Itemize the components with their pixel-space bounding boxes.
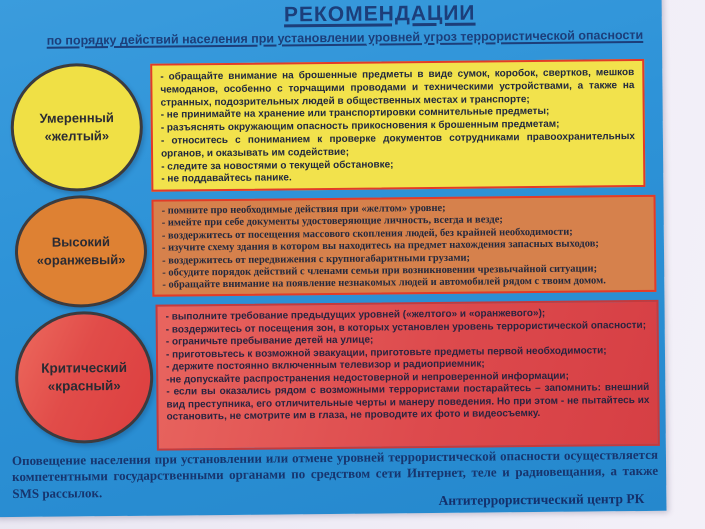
recommendation-item: - следите за новостями о текущей обстановке; bbox=[161, 158, 394, 173]
level-code: «желтый» bbox=[44, 128, 110, 144]
page-title: РЕКОМЕНДАЦИИ bbox=[283, 1, 476, 27]
recommendation-item: - относитесь с пониманием к проверке документов сотрудниками правоохранительных органов, и оказывать им содействие; bbox=[160, 131, 635, 160]
level-recommendations-yellow bbox=[150, 59, 645, 192]
recommendation-item: - разъяснять окружающим опасность прикосновения к брошенным предметам; bbox=[160, 118, 560, 134]
recommendation-item: - ограничьте пребывание детей на улице; bbox=[165, 334, 374, 348]
recommendation-item: - изучите схему здания в котором вы находитесь на предмет нахождения запасных выходов; bbox=[161, 238, 599, 254]
recommendation-item: - имейте при себе документы удостоверяющие личность, всегда и везде; bbox=[161, 214, 503, 229]
recommendation-item: - обсудите порядок действий с членами семьи при возникновении чрезвычайной ситуации; bbox=[162, 263, 598, 279]
recommendation-item: - воздержитесь от посещения зон, в которых установлен уровень террористической опасности; bbox=[165, 319, 647, 336]
credit-line: Антитеррористический центр РК bbox=[438, 490, 645, 508]
recommendation-item: - если вы оказались рядом с возможными террористами постарайтесь – запомнить: внешний вид преступника, его отличительные черты и манеру поведения. Но при этом - не пытайтесь их остановить, не смотрите им в глаза, не проводите их фото и видеосъемку. bbox=[166, 381, 650, 423]
recommendation-item: - обращайте внимание на появление незнакомых людей и автомобилей рядом с твоим домом. bbox=[162, 275, 606, 291]
level-code: «красный» bbox=[47, 377, 121, 394]
recommendation-item: - помните про необходимые действия при «желтом» уровне; bbox=[161, 202, 446, 217]
level-badge-yellow bbox=[10, 63, 143, 192]
level-recommendations-red bbox=[155, 300, 659, 451]
recommendation-item: - воздержитесь от посещения массового скопления людей, без крайней необходимости; bbox=[161, 226, 573, 242]
level-badge-orange bbox=[14, 195, 147, 308]
level-recommendations-orange bbox=[151, 195, 656, 297]
recommendation-item: - не принимайте на хранение или транспортировки сомнительные предметы; bbox=[160, 106, 550, 121]
recommendation-item: - выполните требование предыдущих уровней («желтого» и «оранжевого»); bbox=[165, 307, 546, 323]
recommendation-item: - приготовьтесь к возможной эвакуации, приготовьте предметы первой необходимости; bbox=[165, 344, 607, 361]
level-badge-red bbox=[15, 311, 154, 444]
recommendation-item: - воздержитесь от передвижения с крупногабаритными грузами; bbox=[162, 252, 471, 267]
recommendation-item: - не поддавайтесь панике. bbox=[161, 172, 292, 185]
level-code: «оранжевый» bbox=[36, 251, 126, 268]
level-name: Высокий bbox=[51, 234, 111, 251]
recommendation-item: - обращайте внимание на брошенные предметы в виде сумок, коробок, свертков, мешков чемоданов, особенно с торчащими проводами и техническими устройствами, а также на странных, подозрительных людей в общественных местах и транспорте; bbox=[160, 67, 635, 109]
page-subtitle: по порядку действий населения при установлении уровней угроз террористической опасности bbox=[46, 27, 644, 48]
level-name: Критический bbox=[41, 359, 128, 376]
footer-note: Оповещение населения при установлении или отмене уровней террористической опасности осуществляется компетентными государственными органами по средством сети Интернет, теле и радиовещания, а также SMS рассылок. bbox=[11, 446, 659, 501]
recommendation-item: -не допускайте распространения недостоверной и непроверенной информации; bbox=[166, 370, 569, 386]
recommendation-item: - держите постоянно включенным телевизор и радиоприемник; bbox=[166, 358, 485, 373]
level-name: Умеренный bbox=[39, 110, 114, 127]
